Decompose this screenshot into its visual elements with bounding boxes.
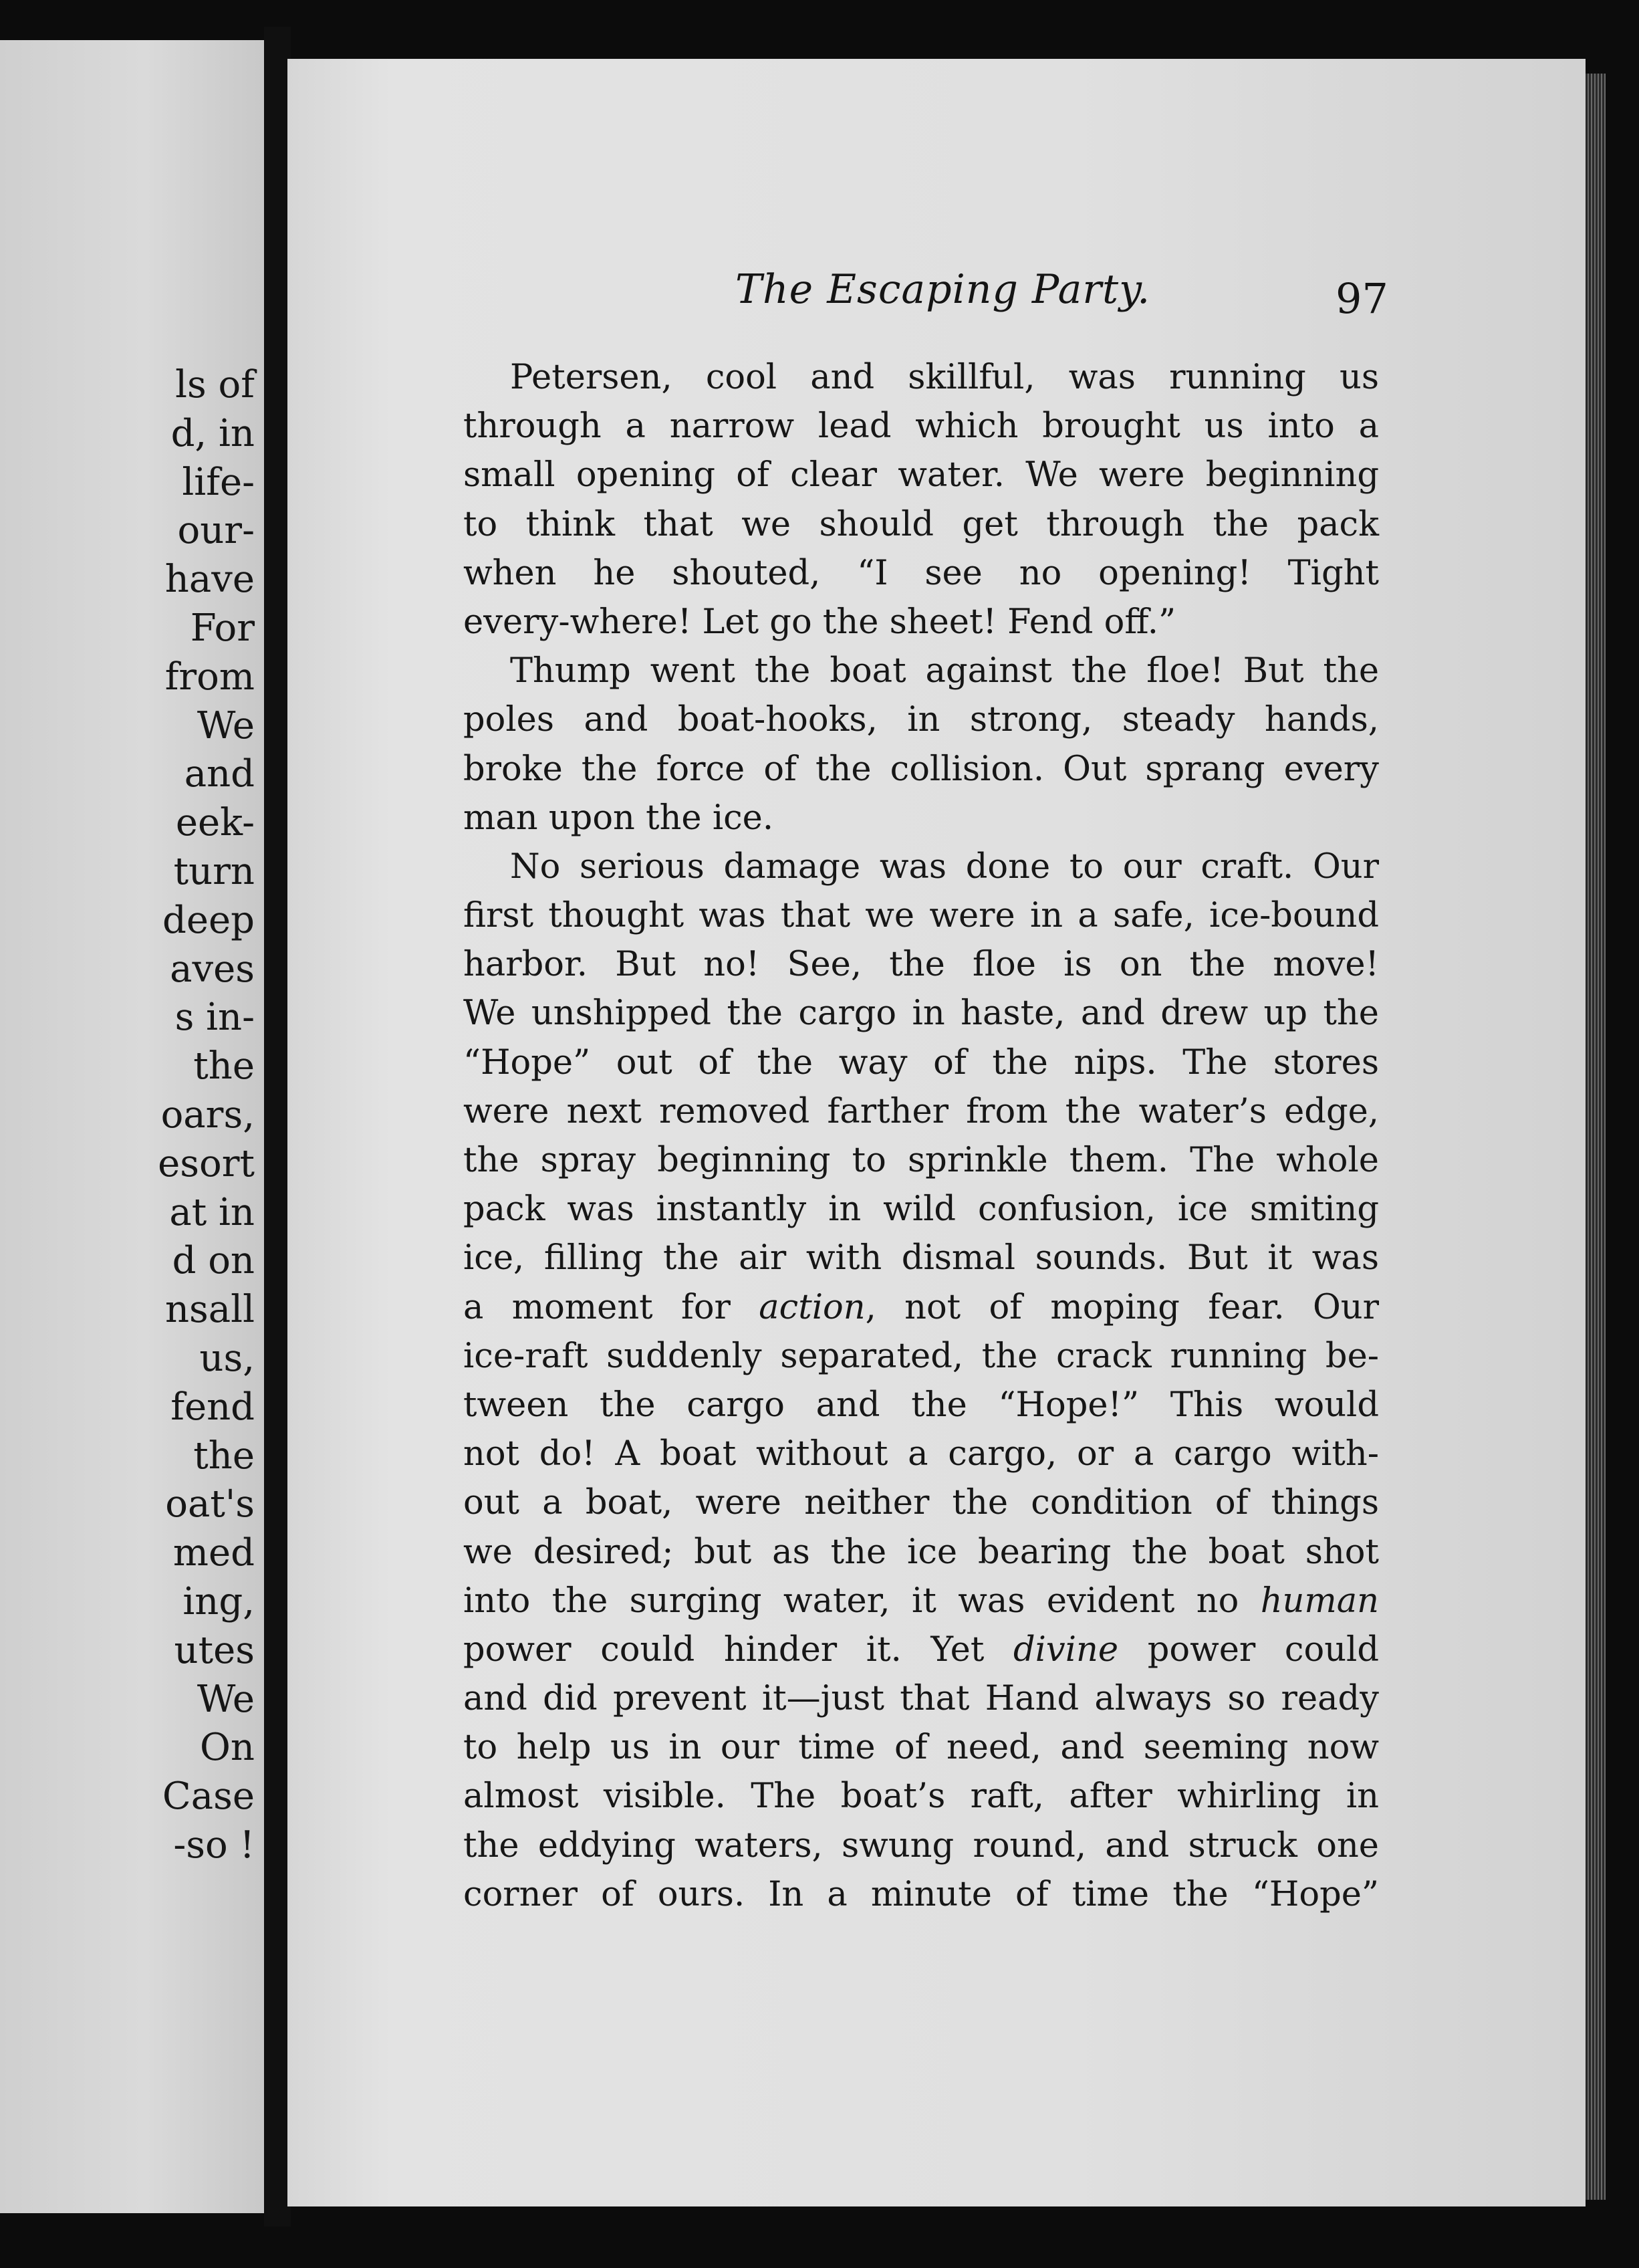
text-line: out a boat, were neither the condition of things	[463, 1483, 1379, 1523]
left-page-line: aves	[170, 947, 255, 991]
left-page-line: the	[193, 1434, 255, 1478]
text-line: tween the cargo and the “Hope!” This would	[463, 1385, 1379, 1425]
text-line: “Hope” out of the way of the nips. The stores	[463, 1042, 1379, 1083]
text-line: ice-raft suddenly separated, the crack running be-	[463, 1336, 1379, 1376]
left-page-line: Case	[162, 1775, 255, 1819]
left-page-line: eek-	[175, 801, 255, 845]
left-page-line: med	[172, 1531, 255, 1575]
left-page-line: utes	[174, 1628, 255, 1672]
left-page-line: For	[190, 606, 255, 650]
left-page-line: our-	[177, 509, 255, 553]
left-page-line: and	[184, 752, 255, 796]
text-line: We unshipped the cargo in haste, and drew up the	[463, 994, 1379, 1034]
text-line: and did prevent it—just that Hand always so ready	[463, 1679, 1379, 1719]
text-line: ice, filling the air with dismal sounds. But it was	[463, 1238, 1379, 1278]
left-page-line: deep	[162, 898, 255, 942]
text-line: small opening of clear water. We were beginning	[463, 455, 1379, 495]
left-page-line: -so !	[173, 1823, 255, 1867]
text-line: were next removed farther from the water’s edge,	[463, 1091, 1379, 1131]
left-page-line: d on	[172, 1239, 255, 1283]
text-line: not do! A boat without a cargo, or a cargo with-	[463, 1434, 1379, 1474]
text-line: No serious damage was done to our craft. Our	[510, 846, 1379, 887]
left-facing-page	[0, 40, 264, 2213]
left-page-line: d, in	[170, 411, 255, 455]
left-page-line: oat's	[165, 1482, 255, 1526]
text-line: when he shouted, “I see no opening! Tight	[463, 553, 1379, 593]
left-page-line: us,	[199, 1336, 255, 1380]
page-number: 97	[1336, 274, 1388, 323]
left-page-line: turn	[173, 849, 255, 893]
left-page-line: life-	[182, 460, 255, 504]
left-page-line: On	[200, 1726, 255, 1770]
running-title: The Escaping Party.	[735, 266, 1151, 313]
text-line: to think that we should get through the pack	[463, 504, 1379, 544]
left-page-line: ing,	[182, 1579, 255, 1623]
text-line: we desired; but as the ice bearing the boat shot	[463, 1532, 1379, 1572]
left-page-line: s in-	[174, 996, 255, 1040]
text-line: almost visible. The boat’s raft, after whirling in	[463, 1777, 1379, 1817]
text-line: first thought was that we were in a safe, ice-bound	[463, 896, 1379, 936]
text-line: broke the force of the collision. Out sprang every	[463, 749, 1379, 789]
left-page-line: esort	[158, 1141, 255, 1185]
text-line: harbor. But no! See, the floe is on the move!	[463, 945, 1379, 985]
text-line: poles and boat-hooks, in strong, steady hands,	[463, 700, 1379, 740]
body-text	[463, 353, 1379, 1919]
text-line: Petersen, cool and skillful, was running us	[510, 358, 1379, 397]
left-page-line: have	[164, 558, 255, 602]
text-line: to help us in our time of need, and seeming now	[463, 1728, 1379, 1768]
left-page-line: at in	[169, 1190, 255, 1234]
left-page-line: oars,	[160, 1093, 255, 1137]
text-line: Thump went the boat against the floe! But the	[510, 651, 1379, 691]
left-page-line: from	[164, 655, 255, 699]
text-line: every-where! Let go the sheet! Fend off.”	[463, 602, 1176, 642]
text-line: a moment for action, not of moping fear. Our	[463, 1287, 1379, 1327]
text-line: into the surging water, it was evident no human	[463, 1581, 1379, 1621]
text-line: power could hinder it. Yet divine power could	[463, 1629, 1379, 1670]
page-stack-edge	[1586, 74, 1606, 2200]
left-page-line: the	[193, 1044, 255, 1089]
text-line: man upon the ice.	[463, 798, 774, 838]
left-page-line: ls of	[175, 363, 255, 407]
text-line: corner of ours. In a minute of time the “Hope”	[463, 1874, 1379, 1914]
left-page-line: nsall	[164, 1288, 255, 1332]
left-page-text	[54, 361, 255, 1870]
book-gutter	[264, 27, 291, 2227]
left-page-line: We	[197, 1677, 255, 1721]
text-line: pack was instantly in wild confusion, ice smiting	[463, 1189, 1379, 1230]
left-page-line: fend	[170, 1385, 255, 1429]
text-line: through a narrow lead which brought us into a	[463, 407, 1379, 447]
text-line: the spray beginning to sprinkle them. The whole	[463, 1141, 1379, 1180]
text-line: the eddying waters, swung round, and struck one	[463, 1825, 1379, 1865]
left-page-line: We	[197, 703, 255, 748]
